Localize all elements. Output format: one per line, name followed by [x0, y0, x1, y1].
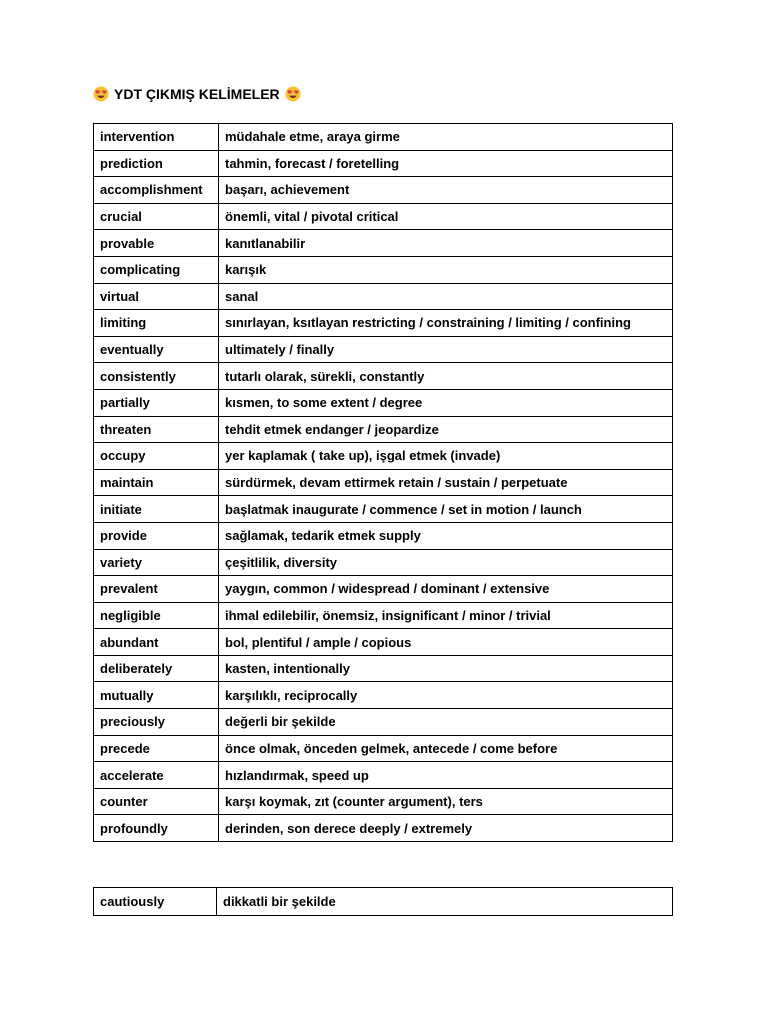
- meaning-cell: önce olmak, önceden gelmek, antecede / come before: [219, 735, 673, 762]
- meaning-cell: yaygın, common / widespread / dominant / extensive: [219, 576, 673, 603]
- table-row: [94, 124, 673, 151]
- table-row: [94, 629, 673, 656]
- table-row: [94, 788, 673, 815]
- meaning-cell: hızlandırmak, speed up: [219, 762, 673, 789]
- page-title-text: YDT ÇIKMIŞ KELİMELER: [114, 86, 280, 102]
- meaning-cell: yer kaplamak ( take up), işgal etmek (invade): [219, 443, 673, 470]
- word-cell: occupy: [94, 443, 219, 470]
- word-cell: negligible: [94, 602, 219, 629]
- page-title: [93, 86, 301, 102]
- meaning-cell: karşılıklı, reciprocally: [219, 682, 673, 709]
- meaning-cell: kanıtlanabilir: [219, 230, 673, 257]
- meaning-cell: sürdürmek, devam ettirmek retain / sustain / perpetuate: [219, 469, 673, 496]
- meaning-cell: önemli, vital / pivotal critical: [219, 203, 673, 230]
- table-row: [94, 416, 673, 443]
- meaning-cell: kasten, intentionally: [219, 655, 673, 682]
- table-row: [94, 549, 673, 576]
- word-cell: preciously: [94, 709, 219, 736]
- meaning-cell: ihmal edilebilir, önemsiz, insignificant / minor / trivial: [219, 602, 673, 629]
- word-cell: accomplishment: [94, 177, 219, 204]
- word-cell: variety: [94, 549, 219, 576]
- table-row: [94, 709, 673, 736]
- table-row: [94, 762, 673, 789]
- table-row: [94, 655, 673, 682]
- meaning-cell: başlatmak inaugurate / commence / set in motion / launch: [219, 496, 673, 523]
- meaning-cell: tehdit etmek endanger / jeopardize: [219, 416, 673, 443]
- word-cell: intervention: [94, 124, 219, 151]
- vocabulary-table-body: [94, 124, 673, 842]
- table-row: [94, 177, 673, 204]
- table-row: [94, 602, 673, 629]
- word-cell: accelerate: [94, 762, 219, 789]
- meaning-cell: dikkatli bir şekilde: [217, 888, 673, 916]
- meaning-cell: sanal: [219, 283, 673, 310]
- table-row: [94, 815, 673, 842]
- table-row: [94, 310, 673, 337]
- meaning-cell: kısmen, to some extent / degree: [219, 389, 673, 416]
- word-cell: crucial: [94, 203, 219, 230]
- heart-eyes-emoji-icon: [285, 86, 301, 102]
- meaning-cell: tahmin, forecast / foretelling: [219, 150, 673, 177]
- table-row: [94, 389, 673, 416]
- table-row: [94, 735, 673, 762]
- meaning-cell: çeşitlilik, diversity: [219, 549, 673, 576]
- meaning-cell: başarı, achievement: [219, 177, 673, 204]
- word-cell: maintain: [94, 469, 219, 496]
- word-cell: deliberately: [94, 655, 219, 682]
- table-row: [94, 682, 673, 709]
- table-row: [94, 576, 673, 603]
- meaning-cell: derinden, son derece deeply / extremely: [219, 815, 673, 842]
- word-cell: counter: [94, 788, 219, 815]
- word-cell: provide: [94, 522, 219, 549]
- word-cell: partially: [94, 389, 219, 416]
- meaning-cell: bol, plentiful / ample / copious: [219, 629, 673, 656]
- table-row: [94, 888, 673, 916]
- table-row: [94, 496, 673, 523]
- word-cell: mutually: [94, 682, 219, 709]
- word-cell: profoundly: [94, 815, 219, 842]
- meaning-cell: ultimately / finally: [219, 336, 673, 363]
- meaning-cell: değerli bir şekilde: [219, 709, 673, 736]
- table-row: [94, 522, 673, 549]
- meaning-cell: sınırlayan, ksıtlayan restricting / constraining / limiting / confining: [219, 310, 673, 337]
- word-cell: precede: [94, 735, 219, 762]
- word-cell: provable: [94, 230, 219, 257]
- word-cell: limiting: [94, 310, 219, 337]
- word-cell: prediction: [94, 150, 219, 177]
- table-row: [94, 469, 673, 496]
- word-cell: consistently: [94, 363, 219, 390]
- meaning-cell: sağlamak, tedarik etmek supply: [219, 522, 673, 549]
- meaning-cell: müdahale etme, araya girme: [219, 124, 673, 151]
- word-cell: threaten: [94, 416, 219, 443]
- table-row: [94, 230, 673, 257]
- meaning-cell: tutarlı olarak, sürekli, constantly: [219, 363, 673, 390]
- word-cell: prevalent: [94, 576, 219, 603]
- table-row: [94, 203, 673, 230]
- word-cell: eventually: [94, 336, 219, 363]
- heart-eyes-emoji-icon: [93, 86, 109, 102]
- table-row: [94, 363, 673, 390]
- word-cell: abundant: [94, 629, 219, 656]
- word-cell: cautiously: [94, 888, 217, 916]
- extra-vocabulary-table-body: [94, 888, 673, 916]
- meaning-cell: karışık: [219, 256, 673, 283]
- meaning-cell: karşı koymak, zıt (counter argument), ters: [219, 788, 673, 815]
- table-row: [94, 150, 673, 177]
- table-row: [94, 443, 673, 470]
- table-row: [94, 336, 673, 363]
- extra-vocabulary-table: [93, 887, 673, 916]
- table-row: [94, 283, 673, 310]
- word-cell: virtual: [94, 283, 219, 310]
- word-cell: complicating: [94, 256, 219, 283]
- word-cell: initiate: [94, 496, 219, 523]
- vocabulary-table: [93, 123, 673, 842]
- table-row: [94, 256, 673, 283]
